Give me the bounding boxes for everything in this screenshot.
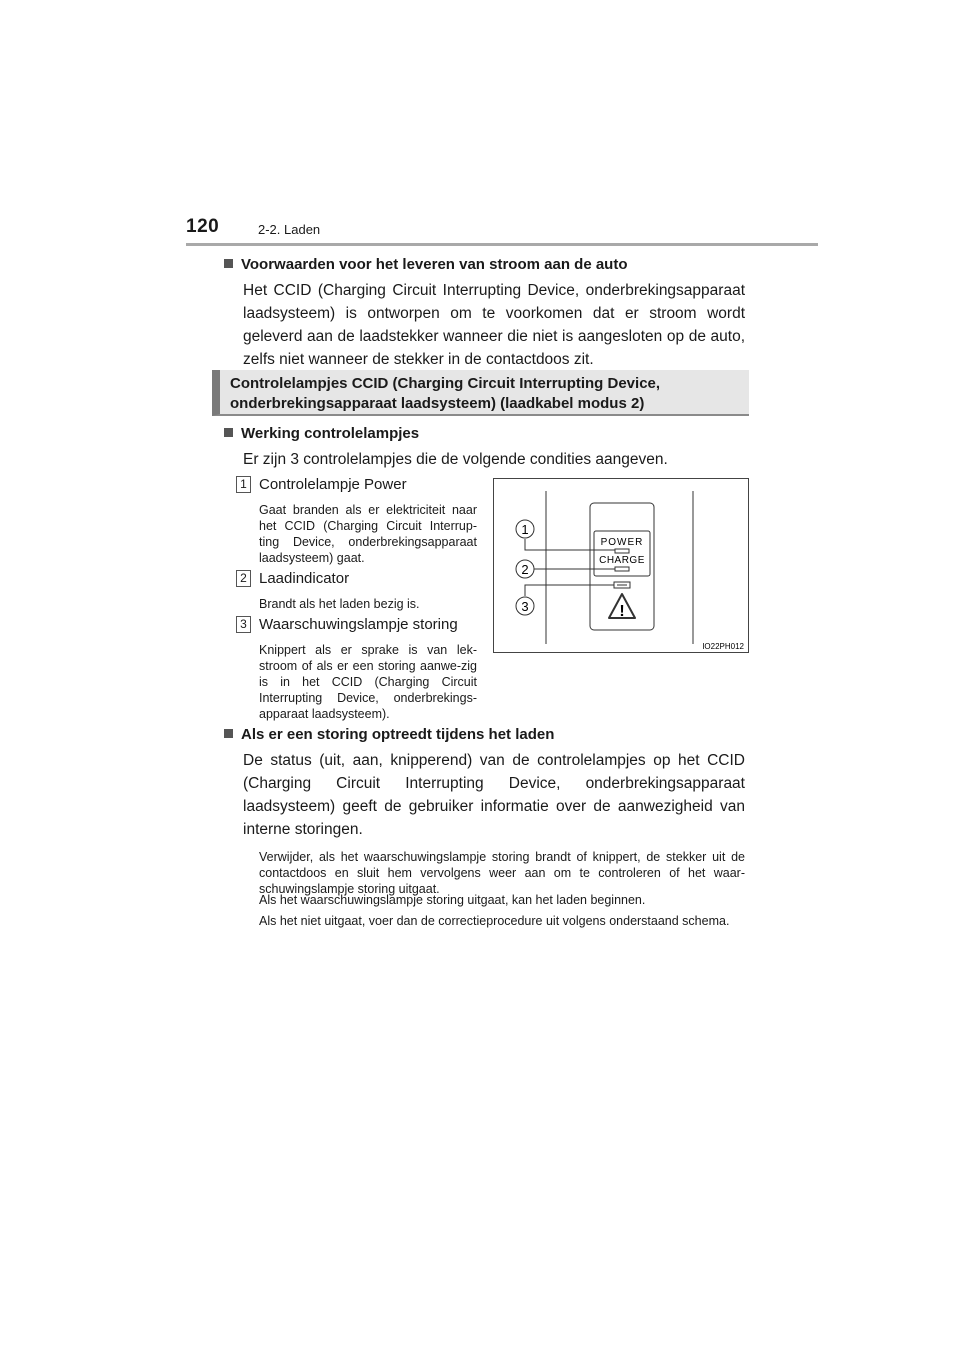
callout-number-3: 3: [236, 616, 251, 633]
fault-note-1: Verwijder, als het waarschuwingslampje storing brandt of knippert, de stekker uit de contactdoos en sluit hem vervolgens weer aan om te controleren of het waar-schuwingslampje storing uitgaat.: [259, 850, 745, 896]
charge-lamp: [615, 567, 629, 571]
bullet-square-icon: [224, 428, 233, 437]
bullet-square-icon: [224, 259, 233, 268]
figure-code: IO22PH012: [702, 642, 744, 651]
paragraph-indicators-intro: Er zijn 3 controlelampjes die de volgende condities aangeven.: [243, 451, 668, 468]
fault-note-2: Als het waarschuwingslampje storing uitgaat, kan het laden beginnen.: [259, 893, 646, 907]
paragraph-power-supply: Het CCID (Charging Circuit Interrupting Device, onderbrekingsapparaat laadsysteem) is ontworpen om te voorkomen dat er stroom wordt geleverd aan de laadstekker wanneer die niet is aangesloten op de auto, zelfs niet wanneer de stekker in de contactdoos zit.: [243, 282, 745, 368]
fault-note-3: Als het niet uitgaat, voer dan de correctieprocedure uit volgens onderstaand schema.: [259, 914, 730, 928]
section-heading-indicators: Werking controlelampjes: [224, 424, 419, 444]
paragraph-fault: De status (uit, aan, knipperend) van de controlelampjes op het CCID (Charging Circuit Interrupting Device, onderbrekingsapparaat laadsysteem) geeft de gebruiker informatie over de aanwezigheid van interne storingen.: [243, 752, 745, 838]
section-heading-fault: Als er een storing optreedt tijdens het laden: [224, 725, 554, 745]
callout-number-2: 2: [236, 570, 251, 587]
power-label: POWER: [600, 537, 644, 548]
header-divider: [186, 243, 818, 246]
indicator-item-3-desc: Knippert als er sprake is van lek-stroom of als er een storing aanwe-zig is in het CCID (Charging Circuit Interrupting Device, onderbrekings-apparaat laadsysteem).: [259, 643, 477, 721]
section-heading-power-supply: Voorwaarden voor het leveren van stroom aan de auto: [224, 255, 628, 275]
callout-number-1: 1: [236, 476, 251, 493]
svg-text:1: 1: [521, 522, 529, 537]
warning-exclamation: !: [619, 603, 625, 620]
page-number: 120: [186, 216, 220, 237]
indicator-item-3-title: 3 Waarschuwingslampje storing: [236, 616, 458, 633]
indicator-item-1-desc: Gaat branden als er elektriciteit naar het CCID (Charging Circuit Interrup-ting Device, onderbrekingsapparaat laadsysteem) gaat.: [259, 503, 477, 565]
ccid-indicator-figure: [493, 478, 749, 653]
indicator-item-1-title: 1 Controlelampje Power: [236, 476, 407, 493]
charge-label: CHARGE: [599, 555, 645, 566]
indicator-item-2-title: 2 Laadindicator: [236, 570, 349, 587]
breadcrumb: 2-2. Laden: [258, 222, 321, 237]
bullet-square-icon: [224, 729, 233, 738]
section-title-bar: Controlelampjes CCID (Charging Circuit Interrupting Device, onderbrekingsapparaat laadsysteem) (laadkabel modus 2): [212, 370, 749, 416]
power-lamp: [615, 549, 629, 553]
indicator-item-2-desc: Brandt als het laden bezig is.: [259, 597, 420, 611]
svg-text:3: 3: [521, 599, 529, 614]
svg-text:2: 2: [521, 562, 529, 577]
